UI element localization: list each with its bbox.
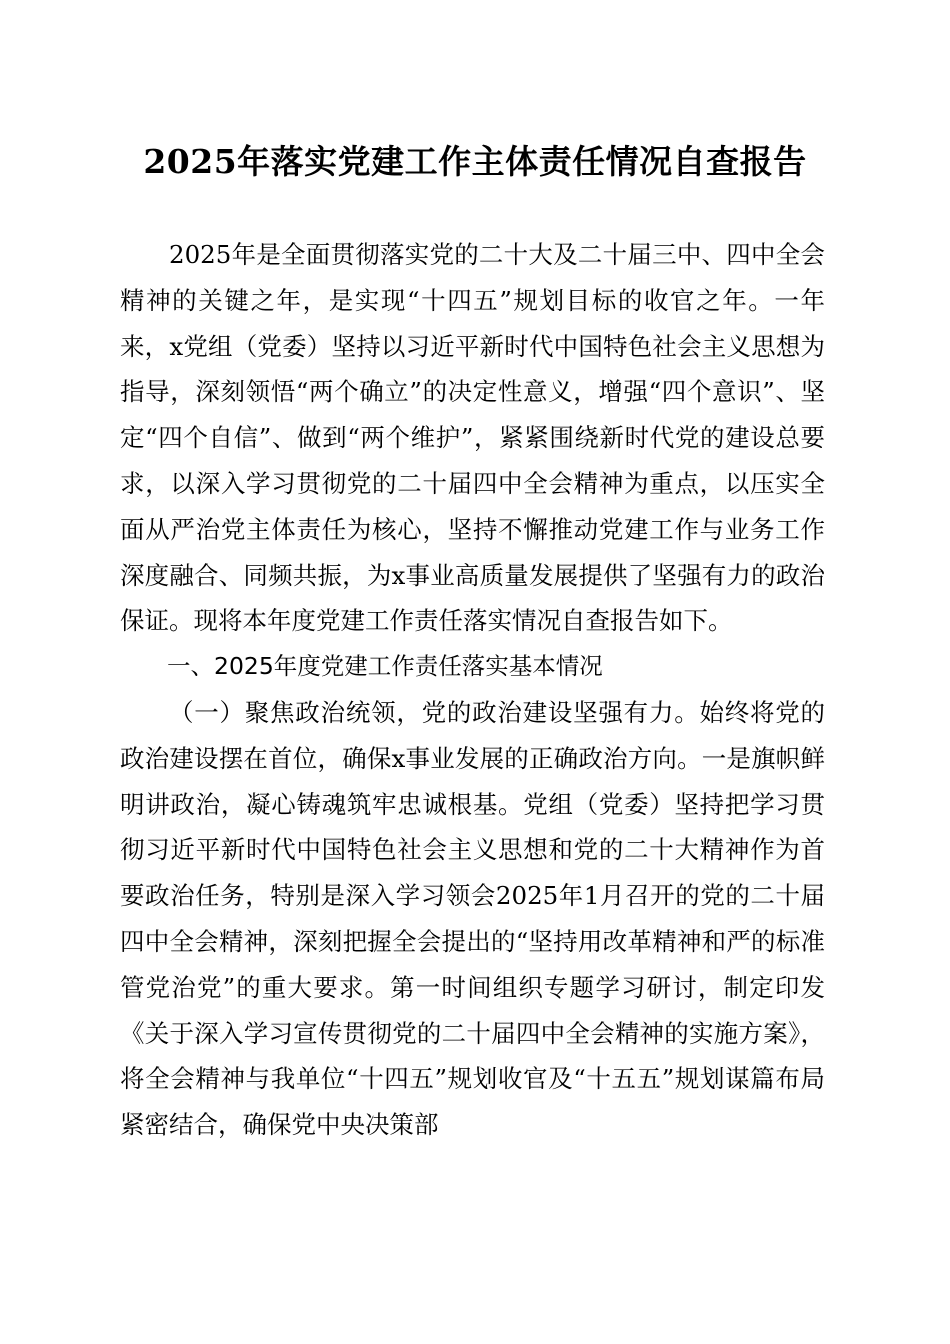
document-body: [120, 232, 825, 1148]
document-title: 2025年落实党建工作主体责任情况自查报告: [143, 142, 807, 181]
intro-paragraph: 2025年是全面贯彻落实党的二十大及二十届三中、四中全会精神的关键之年，是实现“十四五”规划目标的收官之年。一年来，x党组（党委）坚持以习近平新时代中国特色社会主义思想为指导，深刻领悟“两个确立”的决定性意义，增强“四个意识”、坚定“四个自信”、做到“两个维护”，紧紧围绕新时代党的建设总要求，以深入学习贯彻党的二十届四中全会精神为重点，以压实全面从严治党主体责任为核心，坚持不懈推动党建工作与业务工作深度融合、同频共振，为x事业高质量发展提供了坚强有力的政治保证。现将本年度党建工作责任落实情况自查报告如下。: [120, 240, 825, 636]
subsection-paragraph-1: [120, 690, 825, 1148]
section-heading-1: 一、2025年度党建工作责任落实基本情况: [167, 652, 603, 681]
subsection-text-1: 始终将党的政治建设摆在首位，确保x事业发展的正确政治方向。一是旗帜鲜明讲政治，凝心铸魂筑牢忠诚根基。党组（党委）坚持把学习贯彻习近平新时代中国特色社会主义思想和党的二十大精神作为首要政治任务，特别是深入学习领会2025年1月召开的党的二十届四中全会精神，深刻把握全会提出的“坚持用改革精神和严的标准管党治党”的重大要求。第一时间组织专题学习研讨，制定印发《关于深入学习宣传贯彻党的二十届四中全会精神的实施方案》，将全会精神与我单位“十四五”规划收官及“十五五”规划谋篇布局紧密结合，确保党中央决策部: [120, 697, 826, 1140]
subsection-lead-1: （一）聚焦政治统领，党的政治建设坚强有力。: [169, 697, 700, 727]
